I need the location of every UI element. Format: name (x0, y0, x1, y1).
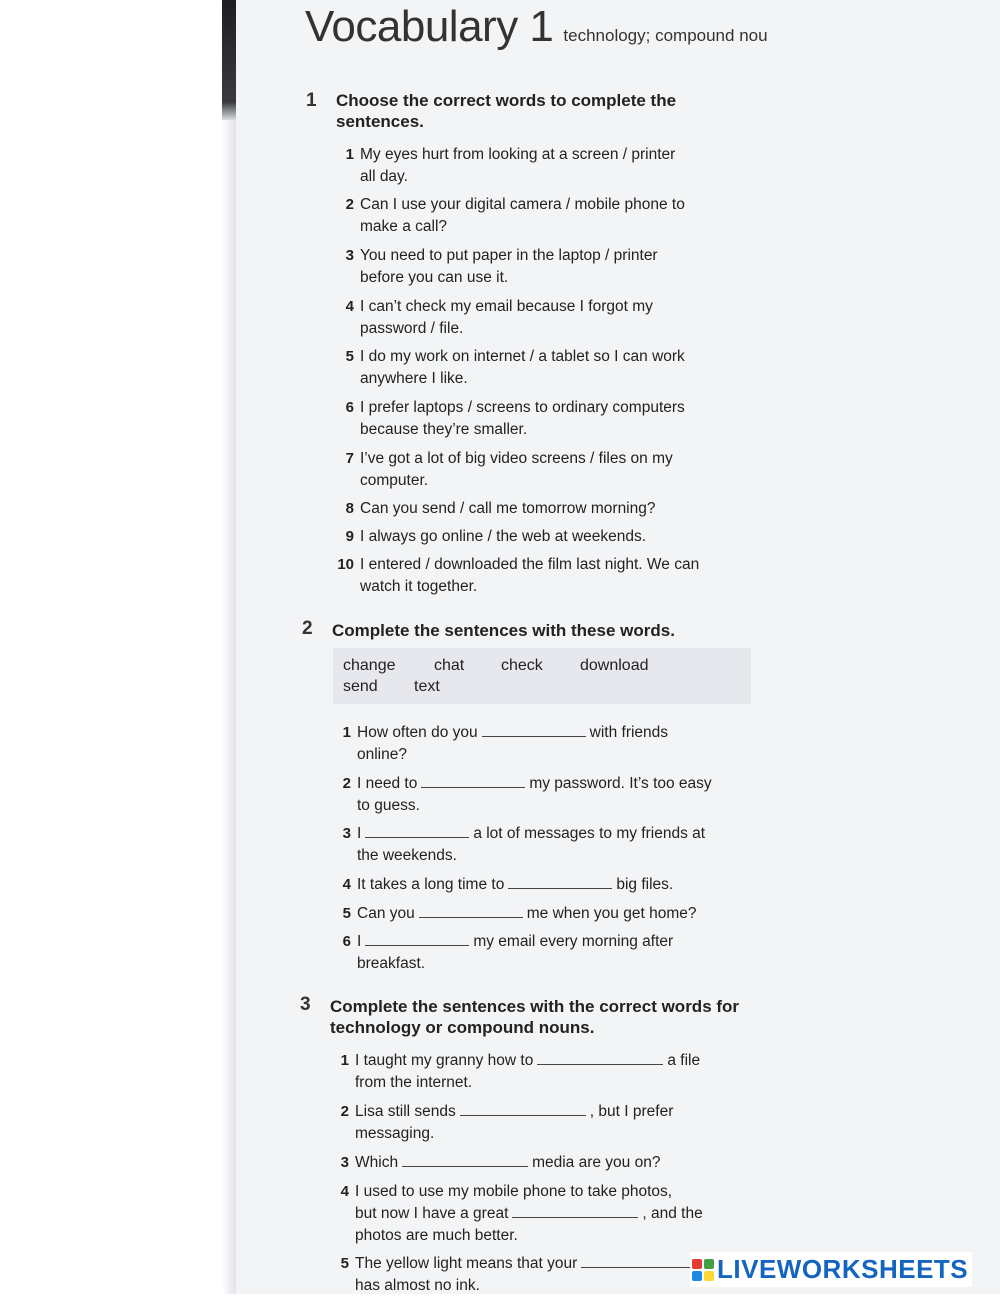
item-text-before: I taught my granny how to (355, 1052, 534, 1069)
item-line (357, 931, 757, 953)
item-text-line2: but now I have a great (355, 1205, 509, 1222)
page-title (305, 2, 768, 52)
exercise-1-item (345, 448, 760, 492)
item-text-before: I need to (357, 775, 418, 792)
item-text-before: How often do you (357, 724, 478, 741)
exercise-1-item (345, 498, 760, 520)
item-number: 3 (340, 1154, 349, 1171)
word-text[interactable]: text (414, 678, 440, 695)
item-number: 3 (345, 247, 354, 264)
section-1-number: 1 (306, 90, 317, 111)
exercise-2-item (342, 823, 757, 867)
word-check[interactable]: check (501, 657, 543, 674)
section-2-instruction: Complete the sentences with these words. (332, 621, 675, 640)
item-text-after: with friends (589, 724, 669, 741)
item-number: 5 (342, 905, 351, 922)
item-line-continued: computer. (360, 472, 429, 489)
item-text-before: Can you (357, 905, 415, 922)
exercise-1-item (337, 554, 760, 598)
item-number: 3 (342, 825, 351, 842)
item-line-continued: all day. (360, 168, 408, 185)
item-text-before: The yellow light means that your (355, 1255, 578, 1272)
answer-blank[interactable] (460, 1101, 586, 1116)
item-text-line2: messaging. (355, 1125, 435, 1142)
item-number: 2 (342, 775, 351, 792)
item-text-after: my email every morning after (473, 933, 674, 950)
answer-blank[interactable] (421, 773, 525, 788)
liveworksheets-logo (690, 1252, 972, 1287)
item-number: 4 (342, 876, 351, 893)
item-line[interactable]: You need to put paper in the laptop / printer (360, 247, 658, 264)
answer-blank[interactable] (402, 1152, 528, 1167)
item-line-continued: online? (357, 746, 407, 763)
item-line (357, 874, 757, 896)
item-number: 8 (345, 500, 354, 517)
item-text-before: I (357, 933, 362, 950)
answer-blank[interactable] (419, 903, 523, 918)
answer-blank[interactable] (482, 722, 586, 737)
item-number: 6 (342, 933, 351, 950)
item-number: 2 (345, 196, 354, 213)
item-number: 4 (340, 1183, 349, 1200)
exercise-1-item (345, 245, 760, 289)
exercise-2-item (342, 773, 757, 817)
exercise-1-item (345, 397, 760, 441)
item-line-continued: photos are much better. (355, 1227, 518, 1244)
item-text-before: Which (355, 1154, 399, 1171)
exercise-2-item (342, 874, 757, 896)
item-line (355, 1152, 755, 1174)
item-line[interactable]: I can’t check my email because I forgot my (360, 298, 653, 315)
item-line-continued (355, 1123, 755, 1145)
word-download[interactable]: download (580, 657, 649, 674)
exercise-1-item (345, 144, 760, 188)
item-number: 2 (340, 1103, 349, 1120)
item-line[interactable]: I always go online / the web at weekends. (360, 528, 647, 545)
liveworksheets-logo-text: LIVEWORKSHEETS (717, 1254, 969, 1284)
item-line-continued: anywhere I like. (360, 370, 468, 387)
item-line (355, 1101, 755, 1123)
item-text-after: my password. It’s too easy (529, 775, 712, 792)
item-text-after: a file (667, 1052, 701, 1069)
item-number: 1 (345, 146, 354, 163)
item-number: 1 (342, 724, 351, 741)
item-number: 10 (337, 556, 354, 573)
item-line-continued (355, 1203, 755, 1225)
item-text-before: Lisa still sends (355, 1103, 456, 1120)
word-chat[interactable]: chat (434, 657, 465, 674)
exercise-3-item (340, 1050, 755, 1094)
item-number: 5 (340, 1255, 349, 1272)
item-line (357, 903, 757, 925)
answer-blank[interactable] (581, 1253, 707, 1268)
exercise-2-item (342, 903, 757, 925)
section-3-number: 3 (300, 994, 311, 1015)
word-box (333, 648, 751, 704)
exercise-1-item (345, 194, 760, 238)
exercise-1-item (345, 526, 760, 548)
title-subtitle: technology; compound nou (563, 26, 768, 45)
item-line-continued: because they’re smaller. (360, 421, 528, 438)
word-send[interactable]: send (343, 678, 378, 695)
item-text-line2: from the internet. (355, 1074, 473, 1091)
item-line-continued: before you can use it. (360, 269, 509, 286)
item-text-after: media are you on? (532, 1154, 661, 1171)
answer-blank[interactable] (365, 931, 469, 946)
item-text-after: a lot of messages to my friends at (473, 825, 706, 842)
item-text-line2: has almost no ink. (355, 1277, 480, 1294)
item-number: 6 (345, 399, 354, 416)
item-line-continued: to guess. (357, 797, 420, 814)
item-text-after: big files. (616, 876, 674, 893)
item-line[interactable]: Can you send / call me tomorrow morning? (360, 500, 656, 517)
item-line[interactable]: Can I use your digital camera / mobile phone to (360, 196, 685, 213)
exercise-1-item (345, 346, 760, 390)
item-number: 5 (345, 348, 354, 365)
exercise-3-item (340, 1101, 755, 1145)
item-line-continued: breakfast. (357, 955, 426, 972)
exercise-2-item (342, 931, 757, 975)
item-line (355, 1050, 755, 1072)
item-number: 1 (340, 1052, 349, 1069)
item-line (357, 823, 757, 845)
liveworksheets-logo-icon (692, 1259, 714, 1281)
item-line[interactable]: I prefer laptops / screens to ordinary computers (360, 399, 685, 416)
item-line-continued: make a call? (360, 218, 448, 235)
answer-blank[interactable] (512, 1203, 638, 1218)
item-line[interactable]: I’ve got a lot of big video screens / files on my (360, 450, 673, 467)
answer-blank[interactable] (365, 823, 469, 838)
exercise-3-item (340, 1152, 755, 1174)
item-text-after: me when you get home? (526, 905, 697, 922)
exercise-2-item (342, 722, 757, 766)
section-2-number: 2 (302, 618, 313, 639)
item-text-after: , but I prefer (589, 1103, 674, 1120)
item-number: 7 (345, 450, 354, 467)
item-line-continued: watch it together. (360, 578, 478, 595)
answer-blank[interactable] (537, 1050, 663, 1065)
item-line (357, 773, 757, 795)
item-text-before: I used to use my mobile phone to take photos, (355, 1183, 673, 1200)
item-line (355, 1181, 755, 1203)
item-number: 9 (345, 528, 354, 545)
item-line[interactable]: I do my work on internet / a tablet so I can work (360, 348, 685, 365)
item-line (357, 722, 757, 744)
item-line[interactable]: I entered / downloaded the film last night. We can (360, 556, 700, 573)
exercise-3-item (340, 1181, 755, 1247)
item-text-before: It takes a long time to (357, 876, 505, 893)
section-3-instruction: Complete the sentences with the correct words for technology or compound nouns. (330, 997, 740, 1037)
answer-blank[interactable] (508, 874, 612, 889)
section-1-instruction: Choose the correct words to complete the sentences. (336, 91, 677, 131)
item-number: 4 (345, 298, 354, 315)
item-line-continued (355, 1072, 755, 1094)
item-text-line2-after: , and the (642, 1205, 703, 1222)
item-line[interactable]: My eyes hurt from looking at a screen / printer (360, 146, 676, 163)
item-line-continued: password / file. (360, 320, 464, 337)
item-text-before: I (357, 825, 362, 842)
item-line-continued: the weekends. (357, 847, 457, 864)
word-change[interactable]: change (343, 657, 396, 674)
title-text: Vocabulary 1 (305, 2, 554, 51)
exercise-1-item (345, 296, 760, 340)
